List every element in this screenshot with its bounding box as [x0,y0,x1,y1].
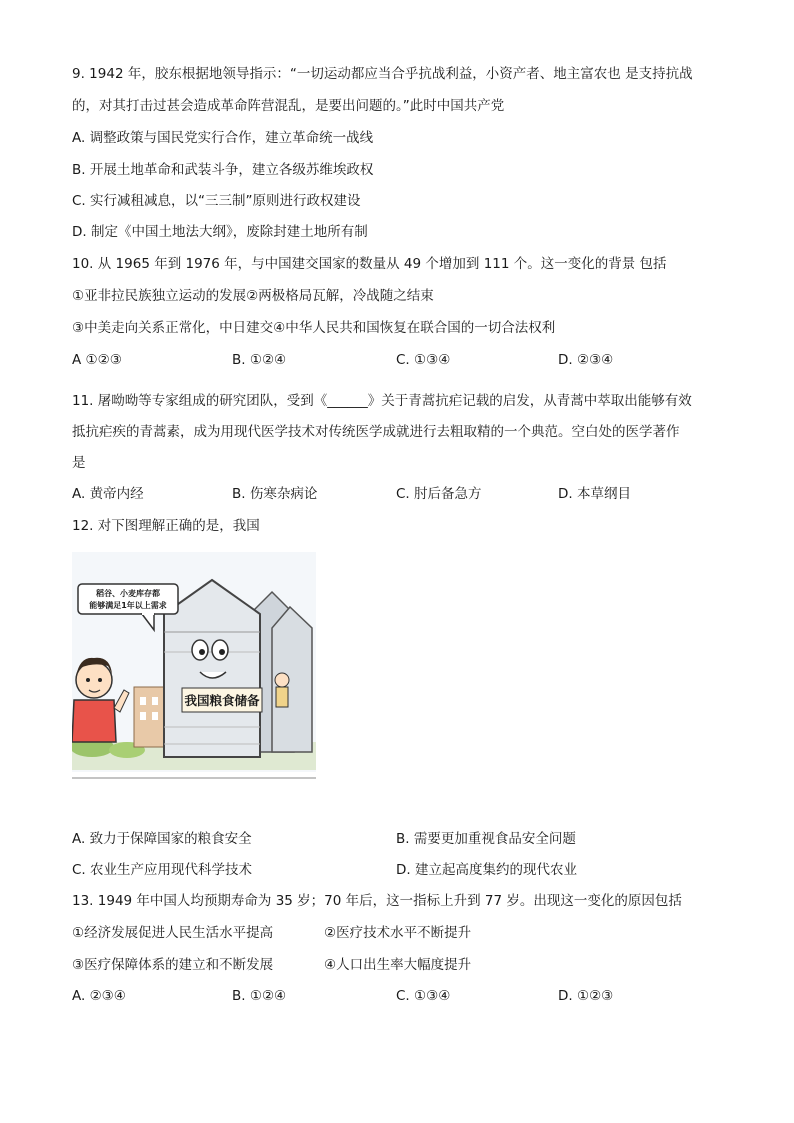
q10-option-d: D. ②③④ [558,352,614,368]
speech-bubble-line2: 能够满足1年以上需求 [89,601,167,610]
silo-label: 我国粮食储备 [184,693,260,708]
q9-option-b: B. 开展土地革命和武装斗争，建立各级苏维埃政权 [72,162,374,178]
q9-option-a: A. 调整政策与国民党实行合作，建立革命统一战线 [72,130,374,146]
q13-item-3: ③医疗保障体系的建立和不断发展 [72,957,274,973]
q11-option-a: A. 黄帝内经 [72,486,144,502]
q12-option-d: D. 建立起高度集约的现代农业 [396,862,577,878]
q12-option-b: B. 需要更加重视食品安全问题 [396,831,576,847]
q11-option-b: B. 伤寒杂病论 [232,486,318,502]
q10-items-line1: ①亚非拉民族独立运动的发展②两极格局瓦解，冷战随之结束 [72,288,434,304]
q9-stem-line1: 9. 1942 年，胶东根据地领导指示：“一切运动都应当合乎抗战利益，小资产者、地主富农也 是支持抗战 [72,66,693,82]
q11-stem-line1: 11. 屠呦呦等专家组成的研究团队，受到《______》关于青蒿抗疟记载的启发，从青蒿中萃取出能够有效 [72,393,692,409]
q10-option-c: C. ①③④ [396,352,451,368]
q13-option-c: C. ①③④ [396,988,451,1004]
q12-option-c: C. 农业生产应用现代科学技术 [72,862,253,878]
q13-item-1: ①经济发展促进人民生活水平提高 [72,925,274,941]
q13-item-2: ②医疗技术水平不断提升 [324,925,472,941]
q9-option-d: D. 制定《中国土地法大纲》，废除封建土地所有制 [72,224,368,240]
q13-option-d: D. ①②③ [558,988,614,1004]
q9-option-c: C. 实行减租减息，以“三三制”原则进行政权建设 [72,193,361,209]
q12-stem: 12. 对下图理解正确的是，我国 [72,518,260,534]
q10-stem: 10. 从 1965 年到 1976 年，与中国建交国家的数量从 49 个增加到 111 个。这一变化的背景 包括 [72,256,667,272]
q13-item-4: ④人口出生率大幅度提升 [324,957,472,973]
q13-option-a: A. ②③④ [72,988,126,1004]
q12-option-a: A. 致力于保障国家的粮食安全 [72,831,252,847]
q13-stem: 13. 1949 年中国人均预期寿命为 35 岁；70 年后，这一指标上升到 77 岁。出现这一变化的原因包括 [72,893,682,909]
q10-items-line2: ③中美走向关系正常化，中日建交④中华人民共和国恢复在联合国的一切合法权利 [72,320,556,336]
q11-option-d: D. 本草纲目 [558,486,631,502]
q13-option-b: B. ①②④ [232,988,287,1004]
q11-stem-line2: 抵抗疟疾的青蒿素，成为用现代医学技术对传统医学成就进行去粗取精的一个典范。空白处的医学著作 [72,424,680,440]
q10-option-a: A ①②③ [72,352,122,368]
q11-stem-line3: 是 [72,455,86,471]
grain-reserve-cartoon [72,552,316,780]
q9-stem-line2: 的，对其打击过甚会造成革命阵营混乱，是要出问题的。”此时中国共产党 [72,98,505,114]
q10-option-b: B. ①②④ [232,352,287,368]
speech-bubble-line1: 稻谷、小麦库存都 [96,589,160,598]
q11-option-c: C. 肘后备急方 [396,486,482,502]
